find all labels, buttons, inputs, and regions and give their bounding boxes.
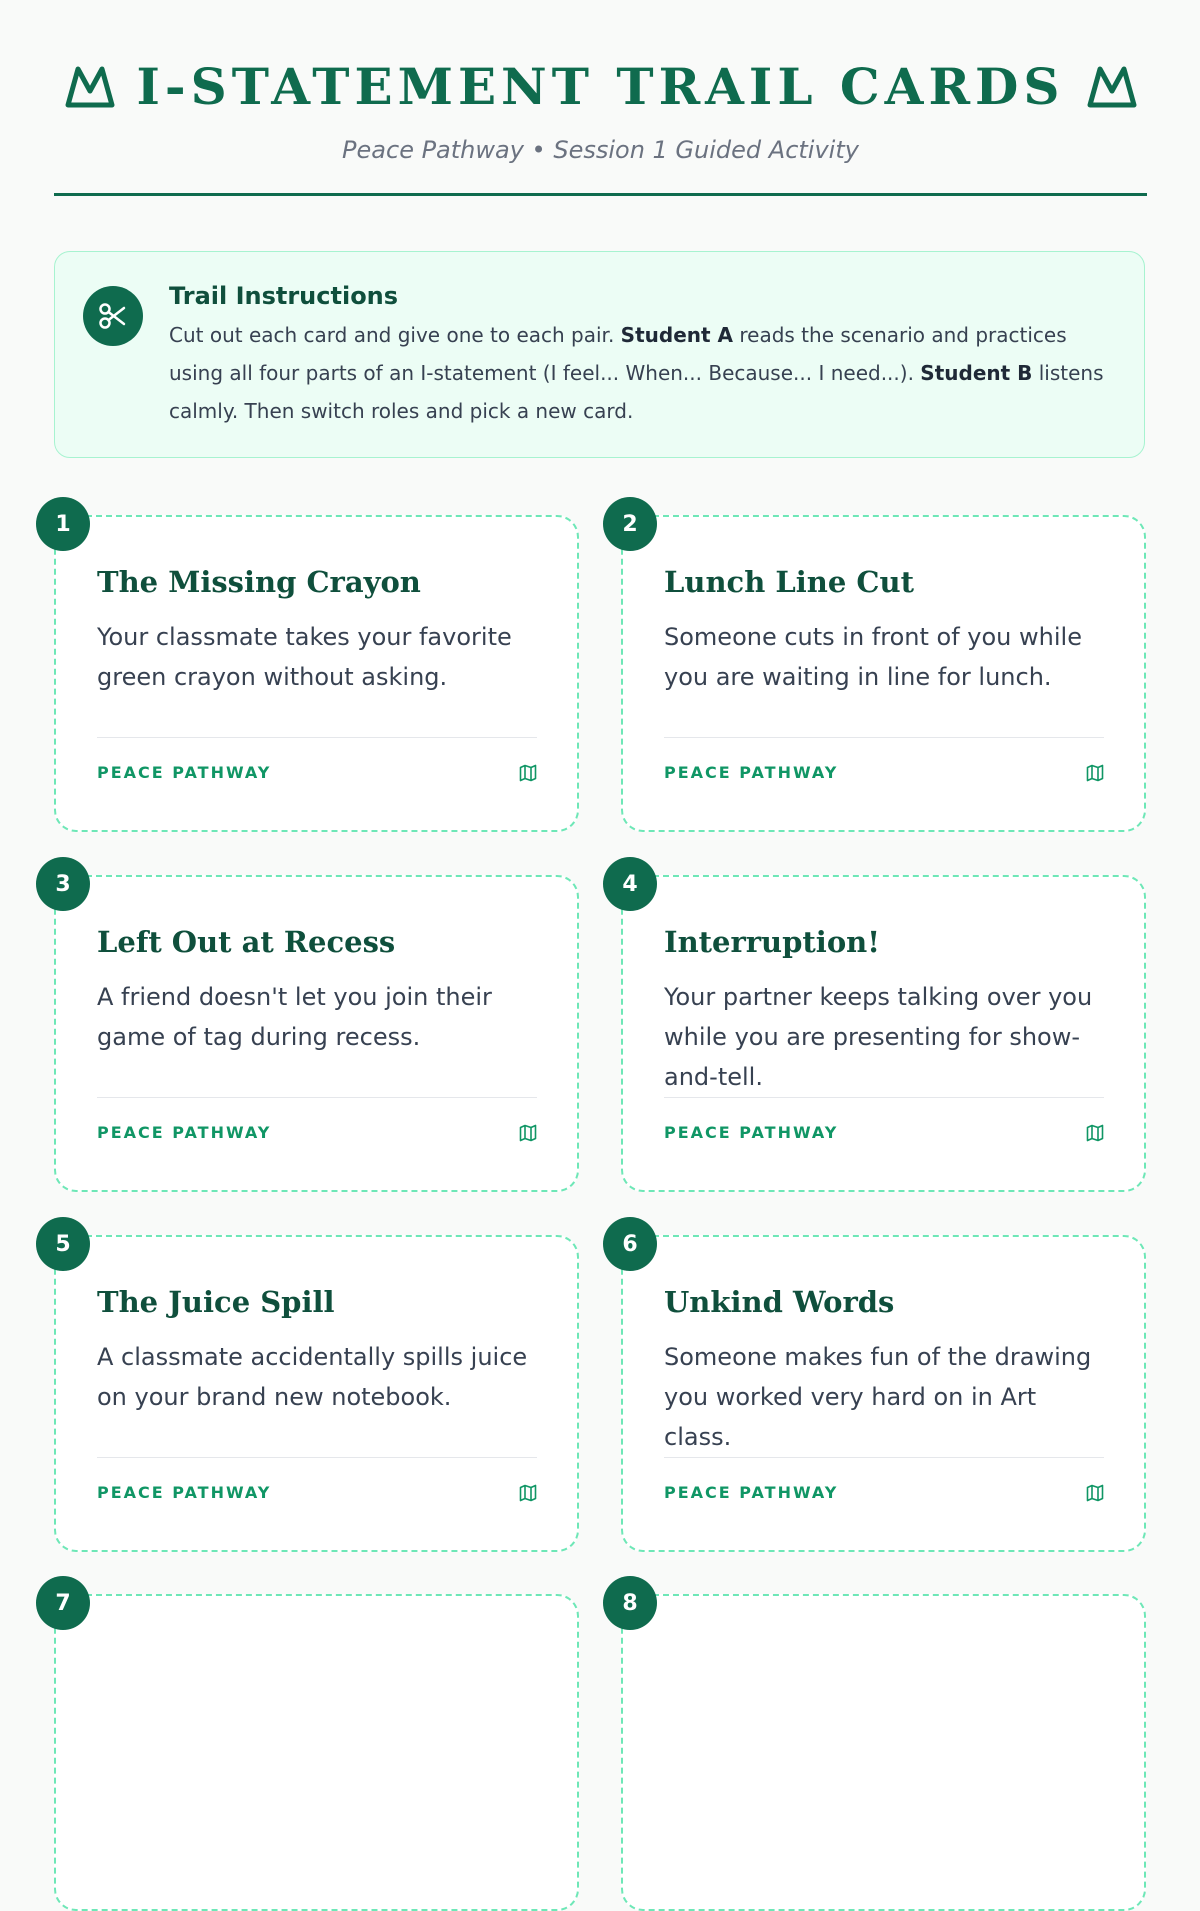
- card-footer: [664, 1123, 1104, 1142]
- scenario-card: [621, 871, 1146, 1192]
- card-number-badge: 4: [603, 857, 657, 911]
- card-footer-label: PEACE PATHWAY: [664, 1123, 839, 1142]
- card-title: Left Out at Recess: [97, 925, 396, 959]
- card-number-badge: 1: [36, 497, 90, 551]
- scenario-card: [54, 871, 579, 1192]
- card-footer-label: PEACE PATHWAY: [97, 1483, 272, 1502]
- card-number-badge: 3: [36, 857, 90, 911]
- mountain-icon: [65, 64, 115, 108]
- card-footer-label: PEACE PATHWAY: [97, 763, 272, 782]
- card-divider: [664, 737, 1104, 738]
- map-icon: [1086, 1124, 1104, 1142]
- card-footer: [97, 1483, 537, 1502]
- card-number-badge: 7: [36, 1576, 90, 1630]
- scenario-card: [54, 511, 579, 832]
- card-number-badge: 5: [36, 1217, 90, 1271]
- card-divider: [97, 1457, 537, 1458]
- card-footer: [97, 763, 537, 782]
- mountain-icon: [1087, 64, 1137, 108]
- instructions-part: reads the scenario and practices using all four parts of an I-statement (I feel... When... Because... I need...).: [169, 323, 1067, 385]
- card-footer-label: PEACE PATHWAY: [664, 763, 839, 782]
- map-icon: [519, 764, 537, 782]
- card-title: The Juice Spill: [97, 1285, 335, 1319]
- student-a-label: Student A: [620, 323, 733, 347]
- instructions-part: listens calmly. Then switch roles and pick a new card.: [169, 361, 1104, 423]
- card-title: Unkind Words: [664, 1285, 895, 1319]
- map-icon: [519, 1124, 537, 1142]
- card-footer-label: PEACE PATHWAY: [664, 1483, 839, 1502]
- card-description: Your partner keeps talking over you while you are presenting for show-and-tell.: [664, 983, 1093, 1091]
- card-description: A classmate accidentally spills juice on your brand new notebook.: [97, 1343, 528, 1411]
- scenario-card: [621, 1590, 1146, 1911]
- card-title: Interruption!: [664, 925, 880, 959]
- scenario-card: [621, 511, 1146, 832]
- map-icon: [519, 1484, 537, 1502]
- scissors-icon: [83, 286, 143, 346]
- card-number-badge: 8: [603, 1576, 657, 1630]
- card-number-badge: 2: [603, 497, 657, 551]
- card-title: The Missing Crayon: [97, 565, 421, 599]
- student-b-label: Student B: [920, 361, 1033, 385]
- page-subtitle: Peace Pathway • Session 1 Guided Activity: [342, 136, 859, 164]
- instructions-panel: [54, 251, 1145, 458]
- page-header: [54, 46, 1147, 164]
- instructions-body: [169, 316, 1124, 430]
- card-footer-label: PEACE PATHWAY: [97, 1123, 272, 1142]
- card-description: A friend doesn't let you join their game of tag during recess.: [97, 983, 492, 1051]
- instructions-part: Cut out each card and give one to each pair.: [169, 323, 621, 347]
- scenario-card: [54, 1590, 579, 1911]
- map-icon: [1086, 764, 1104, 782]
- page-title: I-STATEMENT TRAIL CARDS: [136, 56, 1065, 116]
- card-description: Your classmate takes your favorite green crayon without asking.: [97, 623, 512, 691]
- map-icon: [1086, 1484, 1104, 1502]
- header-divider: [54, 193, 1147, 196]
- card-footer: [97, 1123, 537, 1142]
- card-description: Someone makes fun of the drawing you worked very hard on in Art class.: [664, 1343, 1092, 1451]
- card-title: Lunch Line Cut: [664, 565, 914, 599]
- card-footer: [664, 1483, 1104, 1502]
- scenario-card: [621, 1231, 1146, 1552]
- card-divider: [97, 737, 537, 738]
- card-divider: [664, 1097, 1104, 1098]
- card-number-badge: 6: [603, 1217, 657, 1271]
- title-row: [54, 46, 1147, 126]
- instructions-text: [169, 282, 1124, 430]
- card-divider: [664, 1457, 1104, 1458]
- scenario-card: [54, 1231, 579, 1552]
- instructions-heading: Trail Instructions: [169, 282, 399, 310]
- card-footer: [664, 763, 1104, 782]
- card-description: Someone cuts in front of you while you are waiting in line for lunch.: [664, 623, 1082, 691]
- card-divider: [97, 1097, 537, 1098]
